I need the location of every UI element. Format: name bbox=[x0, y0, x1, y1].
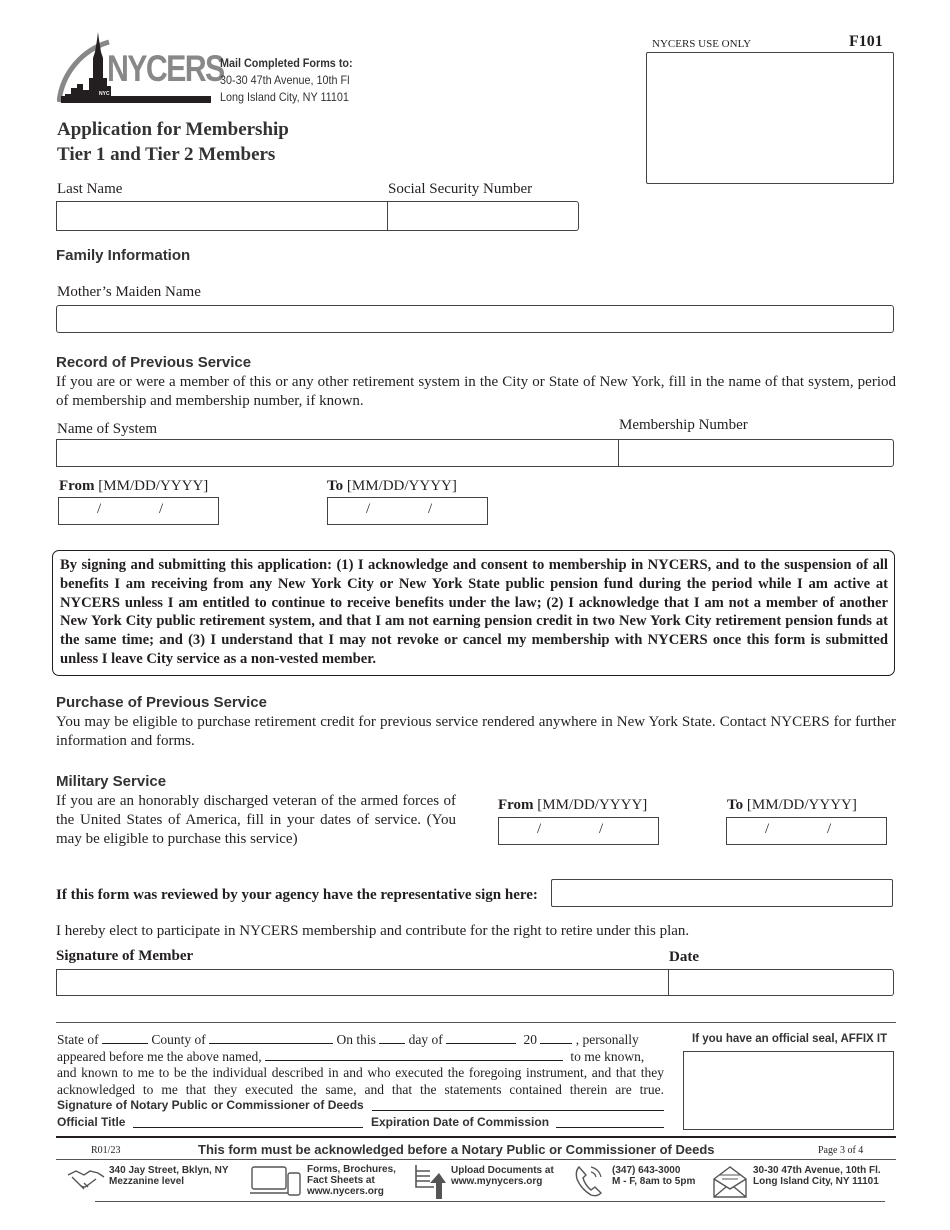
date-separator: / bbox=[97, 501, 102, 517]
mil-to-format: [MM/DD/YYYY] bbox=[746, 797, 857, 813]
prev-from-label bbox=[59, 478, 208, 495]
forms-line2: Fact Sheets at bbox=[307, 1175, 375, 1186]
acknowledgment-text: By signing and submitting this application: (1) I acknowledge and consent to membership in NYCERS, and to the suspension of all benefits I am receiving from any New York City or New York State public pension fund during the period while I am active at NYCERS unless I am entitled to continue to receive benefits under the law; (2) I acknowledge that I am not a member of another New York City public retirement system, and that I am not earning pension credit in two New York City retirement pension funds at the same time; and (3) I understand that I may not revoke or cancel my membership with NYCERS once this form is submitted unless I leave City service as a non-vested member. bbox=[60, 557, 888, 667]
member-signature-field[interactable] bbox=[56, 969, 669, 996]
nycers-use-only-box bbox=[646, 52, 894, 184]
prev-to-label bbox=[327, 478, 457, 495]
prev-from-format: [MM/DD/YYYY] bbox=[98, 478, 209, 494]
maiden-name-field[interactable] bbox=[56, 305, 894, 333]
appeared-label: appeared before me the above named, bbox=[57, 1049, 262, 1064]
official-title-line[interactable] bbox=[133, 1127, 363, 1128]
walk-in-address: 340 Jay Street, Bklyn, NY bbox=[109, 1165, 229, 1176]
expiration-label: Expiration Date of Commission bbox=[371, 1115, 550, 1129]
upload-line1: Upload Documents at bbox=[451, 1165, 554, 1176]
prev-to-format: [MM/DD/YYYY] bbox=[346, 478, 457, 494]
forms-line1: Forms, Brochures, bbox=[307, 1164, 396, 1175]
phone-hours: M - F, 8am to 5pm bbox=[612, 1176, 696, 1187]
phone-number[interactable]: (347) 643-3000 bbox=[612, 1165, 681, 1176]
forms-url[interactable]: www.nycers.org bbox=[307, 1186, 384, 1197]
personally-label: , personally bbox=[575, 1032, 639, 1047]
notary-line3: and known to me to be the individual described in and who executed the foregoing instrument, and that they bbox=[57, 1065, 664, 1080]
on-this-label: On this bbox=[336, 1032, 376, 1047]
upload-url[interactable]: www.mynycers.org bbox=[451, 1176, 543, 1187]
membership-number-field[interactable] bbox=[618, 439, 894, 467]
county-of-label: County of bbox=[151, 1032, 206, 1047]
form-subtitle: Tier 1 and Tier 2 Members bbox=[57, 144, 276, 165]
ssn-field[interactable] bbox=[387, 201, 579, 231]
devices-icon bbox=[250, 1163, 302, 1204]
mail-icon bbox=[712, 1163, 748, 1204]
prev-to-date-field[interactable] bbox=[327, 497, 488, 525]
walk-in-info bbox=[109, 1165, 229, 1187]
seal-label: If you have an official seal, AFFIX IT bbox=[692, 1033, 888, 1045]
date-separator: / bbox=[428, 501, 433, 517]
date-separator: / bbox=[159, 501, 164, 517]
upload-icon bbox=[414, 1163, 446, 1204]
form-title: Application for Membership bbox=[57, 119, 289, 140]
last-name-field[interactable] bbox=[56, 201, 388, 231]
form-id: F101 bbox=[849, 33, 883, 50]
previous-service-text: If you are or were a member of this or any other retirement system in the City or State of New York, fill in the name of that system, period of membership and membership number, if known. bbox=[56, 374, 896, 409]
page-number: Page 3 of 4 bbox=[818, 1145, 864, 1156]
handshake-icon bbox=[66, 1163, 106, 1200]
office-address bbox=[753, 1165, 881, 1187]
notary-line1 bbox=[57, 1030, 664, 1048]
notary-signature-line[interactable] bbox=[372, 1110, 664, 1111]
footer-top-rule bbox=[56, 1136, 896, 1138]
phone-info bbox=[612, 1165, 695, 1187]
ssn-label: Social Security Number bbox=[388, 181, 533, 197]
appeared-name-blank[interactable] bbox=[265, 1047, 563, 1061]
date-separator: / bbox=[599, 821, 604, 837]
footer-bottom-rule bbox=[95, 1201, 885, 1202]
logo-tagline: NYC Employees' Retirement System bbox=[99, 91, 186, 97]
military-text: If you are an honorably discharged veteran of the armed forces of the United States of America, fill in your dates of service. (You may be eligible to purchase this service) bbox=[56, 793, 456, 847]
day-of-label: day of bbox=[408, 1032, 443, 1047]
acknowledgment-box bbox=[52, 550, 895, 676]
mil-to-label bbox=[727, 797, 857, 814]
year-prefix: 20 bbox=[523, 1032, 538, 1047]
notary-signature-label: Signature of Notary Public or Commissioner of Deeds bbox=[57, 1098, 364, 1112]
mil-from-date-field[interactable] bbox=[498, 817, 659, 845]
last-name-label: Last Name bbox=[57, 181, 123, 197]
purchase-heading: Purchase of Previous Service bbox=[56, 694, 267, 711]
prev-from-word: From bbox=[59, 478, 95, 494]
upload-info bbox=[451, 1165, 554, 1187]
mil-to-word: To bbox=[727, 797, 744, 813]
mail-heading: Mail Completed Forms to: bbox=[220, 56, 353, 70]
footer-mid-rule bbox=[56, 1159, 896, 1160]
notary-line2 bbox=[57, 1047, 664, 1065]
notary-line4: acknowledged to me that they executed the same, and that the statements contained therein are true. bbox=[57, 1082, 664, 1097]
mil-to-date-field[interactable] bbox=[726, 817, 887, 845]
mail-address-line1: 30-30 47th Avenue, 10th Fl bbox=[220, 73, 350, 87]
system-name-field[interactable] bbox=[56, 439, 619, 467]
mil-from-word: From bbox=[498, 797, 534, 813]
mil-from-label bbox=[498, 797, 647, 814]
notary-notice: This form must be acknowledged before a Notary Public or Commissioner of Deeds bbox=[198, 1142, 715, 1157]
membership-number-label: Membership Number bbox=[619, 417, 748, 433]
election-text: I hereby elect to participate in NYCERS membership and contribute for the right to retire under this plan. bbox=[56, 923, 690, 939]
office-address-line2: Long Island City, NY 11101 bbox=[753, 1176, 879, 1187]
expiration-line[interactable] bbox=[556, 1127, 664, 1128]
forms-info bbox=[307, 1164, 396, 1197]
notary-divider bbox=[56, 1022, 896, 1023]
system-name-label: Name of System bbox=[57, 421, 157, 437]
month-blank[interactable] bbox=[446, 1030, 516, 1044]
use-only-label: NYCERS USE ONLY bbox=[652, 38, 752, 50]
mail-address-line2: Long Island City, NY 11101 bbox=[220, 90, 349, 104]
nycers-logo bbox=[57, 28, 224, 104]
previous-service-heading: Record of Previous Service bbox=[56, 354, 252, 371]
prev-from-date-field[interactable] bbox=[58, 497, 219, 525]
signature-date-field[interactable] bbox=[668, 969, 894, 996]
notary-seal-box bbox=[683, 1051, 894, 1130]
phone-icon bbox=[573, 1163, 605, 1204]
date-separator: / bbox=[827, 821, 832, 837]
date-separator: / bbox=[765, 821, 770, 837]
military-heading: Military Service bbox=[56, 773, 167, 790]
state-blank[interactable] bbox=[102, 1030, 148, 1044]
family-information-heading: Family Information bbox=[56, 247, 191, 264]
logo-wordmark: NYCERS bbox=[107, 48, 224, 89]
date-separator: / bbox=[366, 501, 371, 517]
date-label: Date bbox=[669, 949, 699, 965]
date-separator: / bbox=[537, 821, 542, 837]
county-blank[interactable] bbox=[209, 1030, 333, 1044]
prev-to-word: To bbox=[327, 478, 344, 494]
walk-in-level: Mezzanine level bbox=[109, 1176, 185, 1187]
official-title-label: Official Title bbox=[57, 1115, 126, 1129]
year-blank[interactable] bbox=[540, 1030, 572, 1044]
purchase-text: You may be eligible to purchase retirement credit for previous service rendered anywhere in New York State. Contact NYCERS for further information and forms. bbox=[56, 714, 896, 749]
revision-code: R01/23 bbox=[91, 1145, 121, 1156]
office-address-line1: 30-30 47th Avenue, 10th Fl. bbox=[753, 1165, 881, 1176]
mil-from-format: [MM/DD/YYYY] bbox=[537, 797, 648, 813]
member-signature-label: Signature of Member bbox=[56, 948, 194, 964]
agency-sign-label: If this form was reviewed by your agency have the representative sign here: bbox=[56, 887, 538, 903]
agency-signature-field[interactable] bbox=[551, 879, 893, 907]
to-me-known-label: to me known, bbox=[570, 1049, 645, 1064]
day-blank[interactable] bbox=[379, 1030, 405, 1044]
state-of-label: State of bbox=[57, 1032, 99, 1047]
maiden-name-label: Mother’s Maiden Name bbox=[57, 284, 201, 300]
